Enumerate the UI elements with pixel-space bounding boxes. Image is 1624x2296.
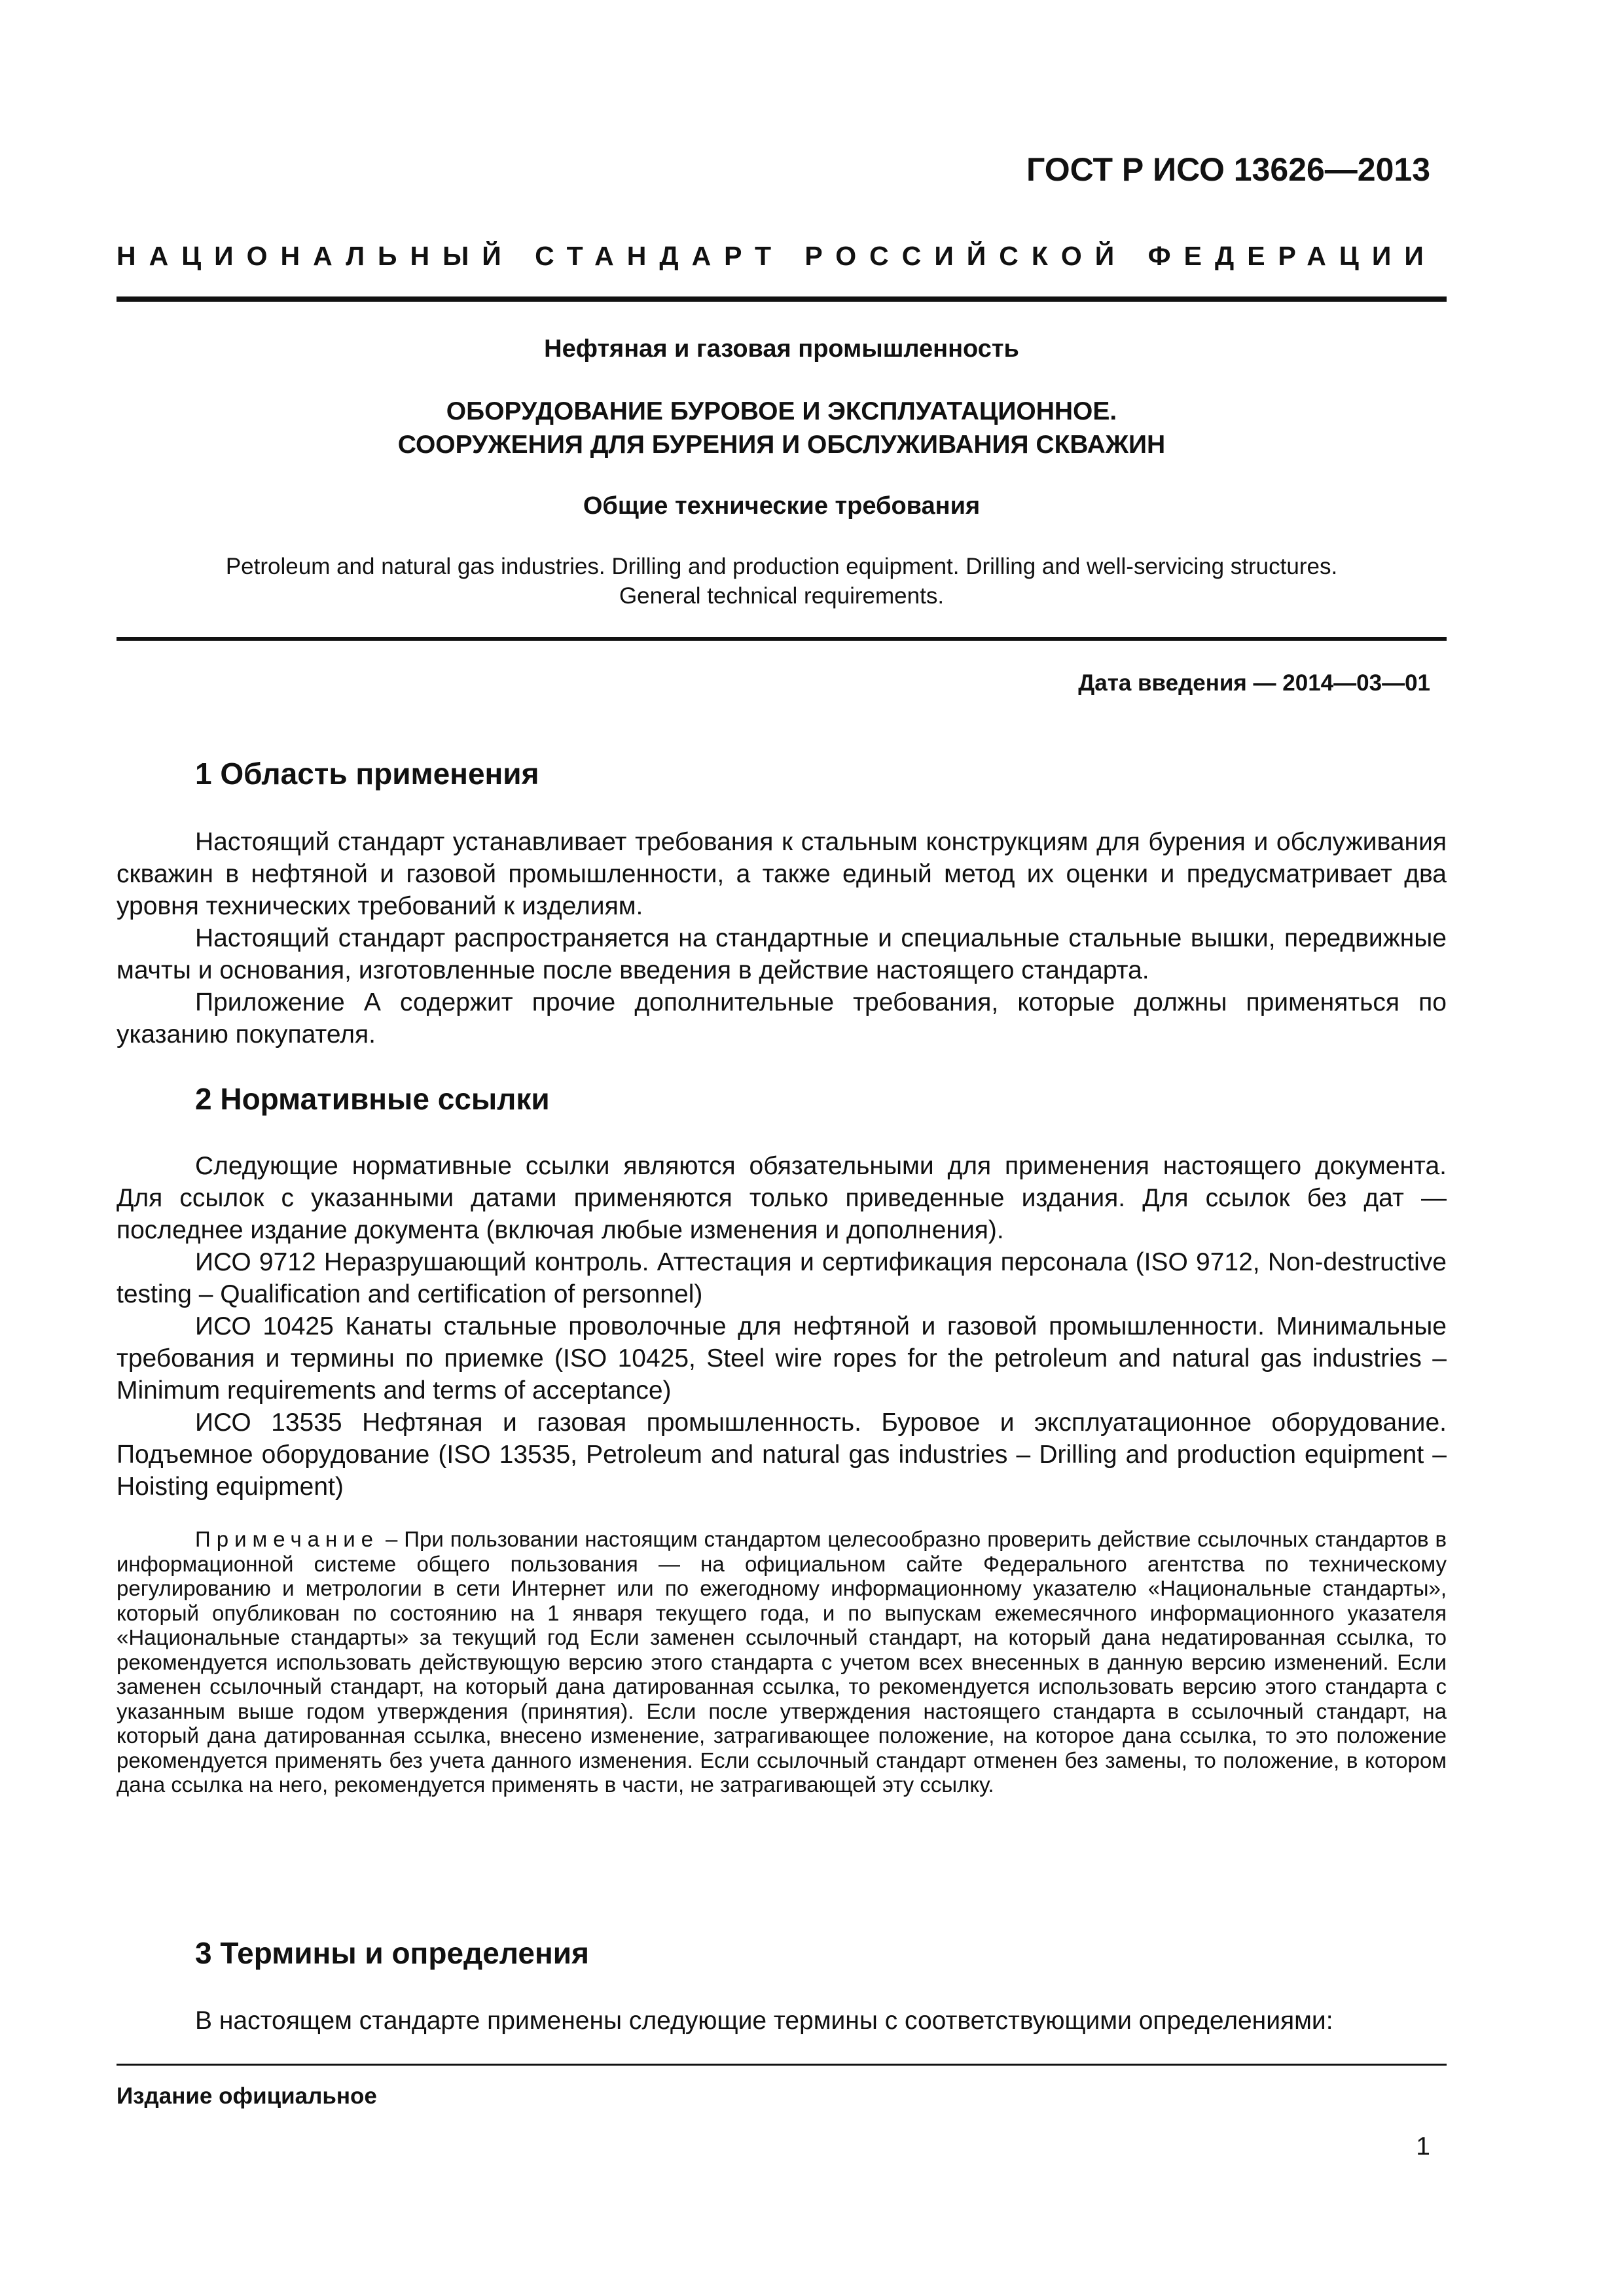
section-2-heading: 2 Нормативные ссылки (195, 1082, 550, 1116)
section-3-heading: 3 Термины и определения (195, 1936, 589, 1970)
section-1-body (117, 826, 1447, 1050)
page-number: 1 (1416, 2132, 1430, 2161)
section-2-note (117, 1527, 1447, 1797)
english-title (117, 552, 1447, 611)
section-1-paragraph: Настоящий стандарт распространяется на стандартные и специальные стальные вышки, передвижные мачты и основания, изготовленные после введения в действие настоящего стандарта. (117, 924, 1447, 984)
official-edition-label: Издание официальное (117, 2083, 377, 2109)
main-title-line2: СООРУЖЕНИЯ ДЛЯ БУРЕНИЯ И ОБСЛУЖИВАНИЯ СКВАЖИН (397, 431, 1166, 459)
reference-iso-10425: ИСО 10425 Канаты стальные проволочные для нефтяной и газовой промышленности. Минимальные требования и термины по приемке (ISO 10425, Steel wire ropes for the petroleum and natural gas industries – Minimum requirements and terms of acceptance) (117, 1312, 1447, 1405)
reference-iso-13535: ИСО 13535 Нефтяная и газовая промышленность. Буровое и эксплуатационное оборудование. Подъемное оборудование (ISO 13535, Petroleum and natural gas industries – Drilling and production equipment – Hoisting equipment) (117, 1408, 1447, 1501)
section-1-paragraph: Приложение А содержит прочие дополнительные требования, которые должны применяться по указанию покупателя. (117, 988, 1447, 1049)
note-text: – При пользовании настоящим стандартом целесообразно проверить действие ссылочных стандартов в информационной системе общего пользования — на официальном сайте Федерального агентства по техническому регулированию и метрологии в сети Интернет или по ежегодному информационному указателю «Национальные стандарты», который опубликован по состоянию на 1 января текущего года, и по выпускам ежемесячного информационного указателя «Национальные стандарты» за текущий год Если заменен ссылочный стандарт, на который дана недатированная ссылка, то рекомендуется использовать действующую версию этого стандарта с учетом всех внесенных в данную версию изменений. Если заменен ссылочный стандарт, на который дана датированная ссылка, то рекомендуется использовать версию этого стандарта с указанным выше годом утверждения (принятия). Если после утверждения настоящего стандарта в ссылочный стандарт, на который дана датированная ссылка, внесено изменение, затрагивающее положение, на которое дана ссылка, то это положение рекомендуется применять без учета данного изменения. Если ссылочный стандарт отменен без замены, то положение, в котором дана ссылка на него, рекомендуется применять в части, не затрагивающей эту ссылку. (117, 1527, 1447, 1797)
national-standard-title: НАЦИОНАЛЬНЫЙ СТАНДАРТ РОССИЙСКОЙ ФЕДЕРАЦИИ (117, 241, 1437, 271)
section-3-paragraph: В настоящем стандарте применены следующие термины с соответствующими определениями: (195, 2007, 1333, 2035)
note-label: Примечание (195, 1527, 380, 1551)
footer-rule (117, 2064, 1447, 2066)
section-2-body (117, 1150, 1447, 1503)
main-title (117, 395, 1447, 461)
industry-title: Нефтяная и газовая промышленность (544, 335, 1019, 363)
title-rule (117, 637, 1447, 641)
subtitle: Общие технические требования (583, 492, 981, 520)
header-rule (117, 296, 1447, 302)
main-title-line1: ОБОРУДОВАНИЕ БУРОВОЕ И ЭКСПЛУАТАЦИОННОЕ. (446, 397, 1117, 425)
reference-iso-9712: ИСО 9712 Неразрушающий контроль. Аттестация и сертификация персонала (ISO 9712, Non-destructive testing – Qualification and certification of personnel) (117, 1248, 1447, 1308)
section-3-body (117, 2005, 1447, 2037)
introduction-date: Дата введения — 2014—03—01 (1078, 670, 1430, 696)
section-2-paragraph: Следующие нормативные ссылки являются обязательными для применения настоящего документа. Для ссылок с указанными датами применяются только приведенные издания. Для ссылок без дат — последнее издание документа (включая любые изменения и дополнения). (117, 1152, 1447, 1244)
english-title-line2: General technical requirements. (619, 583, 945, 609)
english-title-line1: Petroleum and natural gas industries. Drilling and production equipment. Drilling and well-servicing structures. (225, 554, 1338, 579)
standard-code: ГОСТ Р ИСО 13626—2013 (1026, 151, 1430, 188)
section-1-heading: 1 Область применения (195, 757, 539, 791)
section-1-paragraph: Настоящий стандарт устанавливает требования к стальным конструкциям для бурения и обслуживания скважин в нефтяной и газовой промышленности, а также единый метод их оценки и предусматривает два уровня технических требований к изделиям. (117, 828, 1447, 920)
